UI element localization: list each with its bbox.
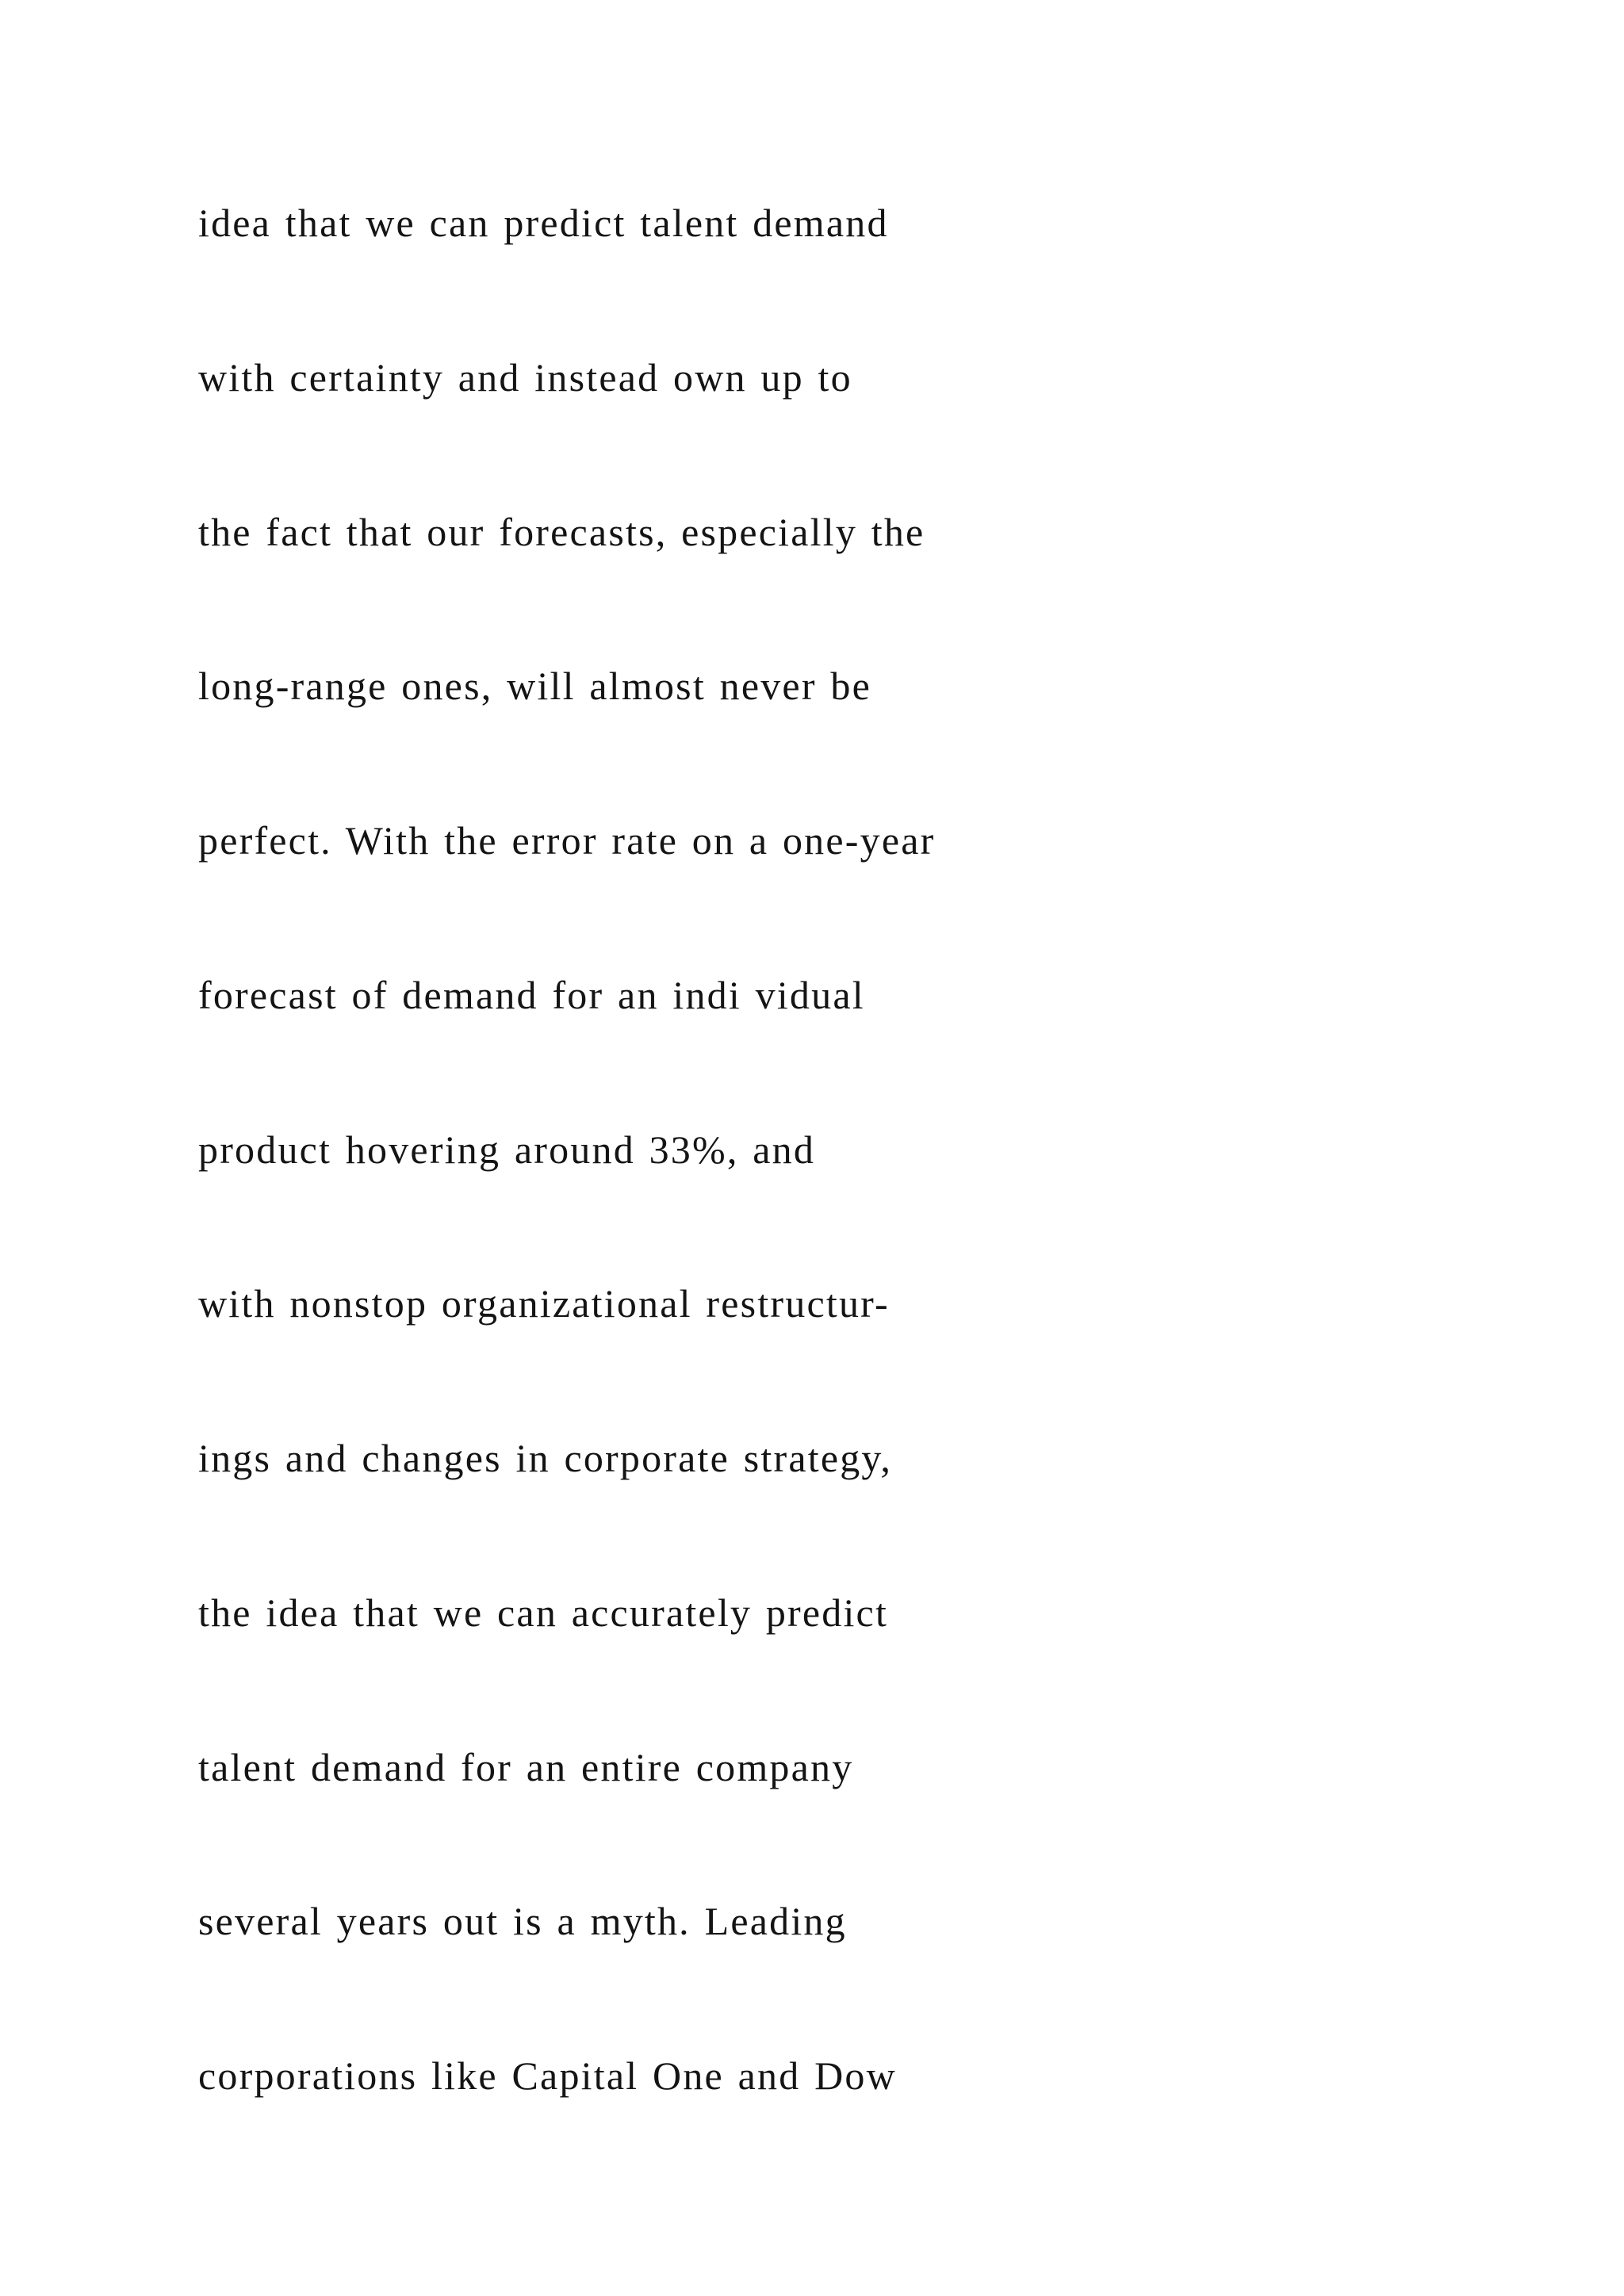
text-line: with certainty and instead own up to bbox=[198, 354, 852, 400]
text-line: idea that we can predict talent demand bbox=[198, 201, 889, 245]
text-line: the idea that we can accurately predict bbox=[198, 1590, 889, 1635]
text-line: forecast of demand for an indi vidual bbox=[198, 972, 865, 1017]
text-line: several years out is a myth. Leading bbox=[198, 1899, 847, 1944]
text-line: with nonstop organizational restructur- bbox=[198, 1281, 890, 1326]
text-line: the fact that our forecasts, especially the bbox=[198, 509, 925, 554]
text-line: corporations like Capital One and Dow bbox=[198, 2053, 897, 2098]
body-text bbox=[198, 146, 1546, 2153]
text-line: product hovering around 33%, and bbox=[198, 1127, 816, 1172]
text-line: ings and changes in corporate strategy, bbox=[198, 1436, 893, 1480]
text-line: perfect. With the error rate on a one-year bbox=[198, 818, 936, 863]
text-line: talent demand for an entire company bbox=[198, 1744, 854, 1789]
text-line: long-range ones, will almost never be bbox=[198, 664, 871, 709]
